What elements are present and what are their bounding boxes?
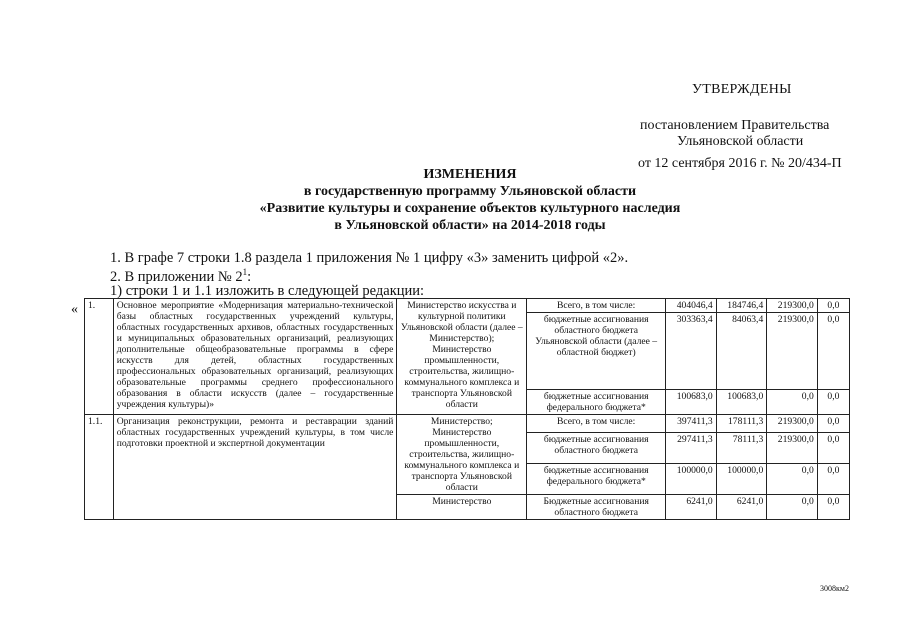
value-cell: 0,0 bbox=[817, 415, 849, 433]
funding-source: бюджетные ассигнования областного бюджета Ульяновской области (далее – областной бюджет) bbox=[527, 313, 666, 390]
row-executor: Министерство bbox=[397, 495, 527, 520]
value-cell: 297411,3 bbox=[666, 432, 717, 463]
approval-line-2: Ульяновской области bbox=[677, 134, 804, 149]
change-item-3: 1) строки 1 и 1.1 изложить в следующей редакции: bbox=[110, 283, 425, 299]
heading-line-1: ИЗМЕНЕНИЯ bbox=[423, 167, 517, 182]
document-heading bbox=[150, 166, 790, 234]
change-item-2-sup: 1 bbox=[242, 267, 248, 277]
funding-source: Всего, в том числе: bbox=[527, 299, 666, 313]
footer-code: 3008км2 bbox=[820, 584, 849, 593]
table-row bbox=[85, 299, 850, 313]
value-cell: 219300,0 bbox=[767, 299, 818, 313]
approval-date-line: от 12 сентября 2016 г. № 20/434-П bbox=[638, 156, 842, 171]
value-cell: 100683,0 bbox=[716, 390, 767, 415]
change-item-2-colon: : bbox=[247, 268, 252, 285]
row-executor: Министерство; Министерство промышленности, строительства, жилищно-коммунального комплекса и транспорта Ульяновской области bbox=[397, 415, 527, 495]
value-cell: 0,0 bbox=[817, 299, 849, 313]
value-cell: 303363,4 bbox=[666, 313, 717, 390]
change-item-1: 1. В графе 7 строки 1.8 раздела 1 приложения № 1 цифру «3» заменить цифрой «2». bbox=[110, 250, 629, 266]
value-cell: 178111,3 bbox=[716, 415, 767, 433]
row-description: Организация реконструкции, ремонта и реставрации зданий областных государственных учреждений культуры, в том числе подготовки проектной и экспертной документации bbox=[113, 415, 397, 520]
funding-source: бюджетные ассигнования федерального бюджета* bbox=[527, 463, 666, 494]
funding-source: Бюджетные ассигнования областного бюджета bbox=[527, 495, 666, 520]
row-number: 1.1. bbox=[85, 415, 114, 520]
heading-line-2: в государственную программу Ульяновской области bbox=[303, 184, 637, 199]
value-cell: 6241,0 bbox=[716, 495, 767, 520]
value-cell: 0,0 bbox=[817, 463, 849, 494]
value-cell: 0,0 bbox=[767, 495, 818, 520]
value-cell: 184746,4 bbox=[716, 299, 767, 313]
funding-source: бюджетные ассигнования областного бюджета bbox=[527, 432, 666, 463]
row-executor: Министерство искусства и культурной политики Ульяновской области (далее – Министерство); Министерство промышленности, строительства, жилищно-коммунального комплекса и транспорта Ульяновской области bbox=[397, 299, 527, 415]
value-cell: 84063,4 bbox=[716, 313, 767, 390]
opening-quote: « bbox=[71, 302, 78, 317]
heading-line-4: в Ульяновской области» на 2014-2018 годы bbox=[334, 218, 606, 233]
approved-title: УТВЕРЖДЕНЫ bbox=[692, 82, 792, 97]
value-cell: 219300,0 bbox=[767, 415, 818, 433]
value-cell: 0,0 bbox=[767, 463, 818, 494]
funding-source: бюджетные ассигнования федерального бюджета* bbox=[527, 390, 666, 415]
row-number: 1. bbox=[85, 299, 114, 415]
value-cell: 397411,3 bbox=[666, 415, 717, 433]
value-cell: 0,0 bbox=[767, 390, 818, 415]
value-cell: 100000,0 bbox=[666, 463, 717, 494]
row-description: Основное мероприятие «Модернизация материально-технической базы областных государственных учреждений культуры, областных государственных архивов, областных государственных и муниципальных образовательных организаций, реализующих дополнительные общеобразовательные программы в сфере искусств для детей, областных государственных профессиональных образовательных организаций, реализующих образовательные программы среднего профессионального образования в области искусств (далее – государственные учреждения культуры)» bbox=[113, 299, 397, 415]
value-cell: 100000,0 bbox=[716, 463, 767, 494]
value-cell: 6241,0 bbox=[666, 495, 717, 520]
change-item-2-text: 2. В приложении № 2 bbox=[110, 268, 243, 285]
approval-line-1: постановлением Правительства bbox=[640, 118, 830, 133]
value-cell: 0,0 bbox=[817, 390, 849, 415]
value-cell: 0,0 bbox=[817, 313, 849, 390]
value-cell: 404046,4 bbox=[666, 299, 717, 313]
heading-line-3: «Развитие культуры и сохранение объектов культурного наследия bbox=[259, 201, 681, 216]
program-table bbox=[84, 298, 850, 520]
value-cell: 0,0 bbox=[817, 495, 849, 520]
value-cell: 100683,0 bbox=[666, 390, 717, 415]
value-cell: 219300,0 bbox=[767, 313, 818, 390]
funding-source: Всего, в том числе: bbox=[527, 415, 666, 433]
value-cell: 78111,3 bbox=[716, 432, 767, 463]
table-row bbox=[85, 415, 850, 433]
value-cell: 0,0 bbox=[817, 432, 849, 463]
value-cell: 219300,0 bbox=[767, 432, 818, 463]
